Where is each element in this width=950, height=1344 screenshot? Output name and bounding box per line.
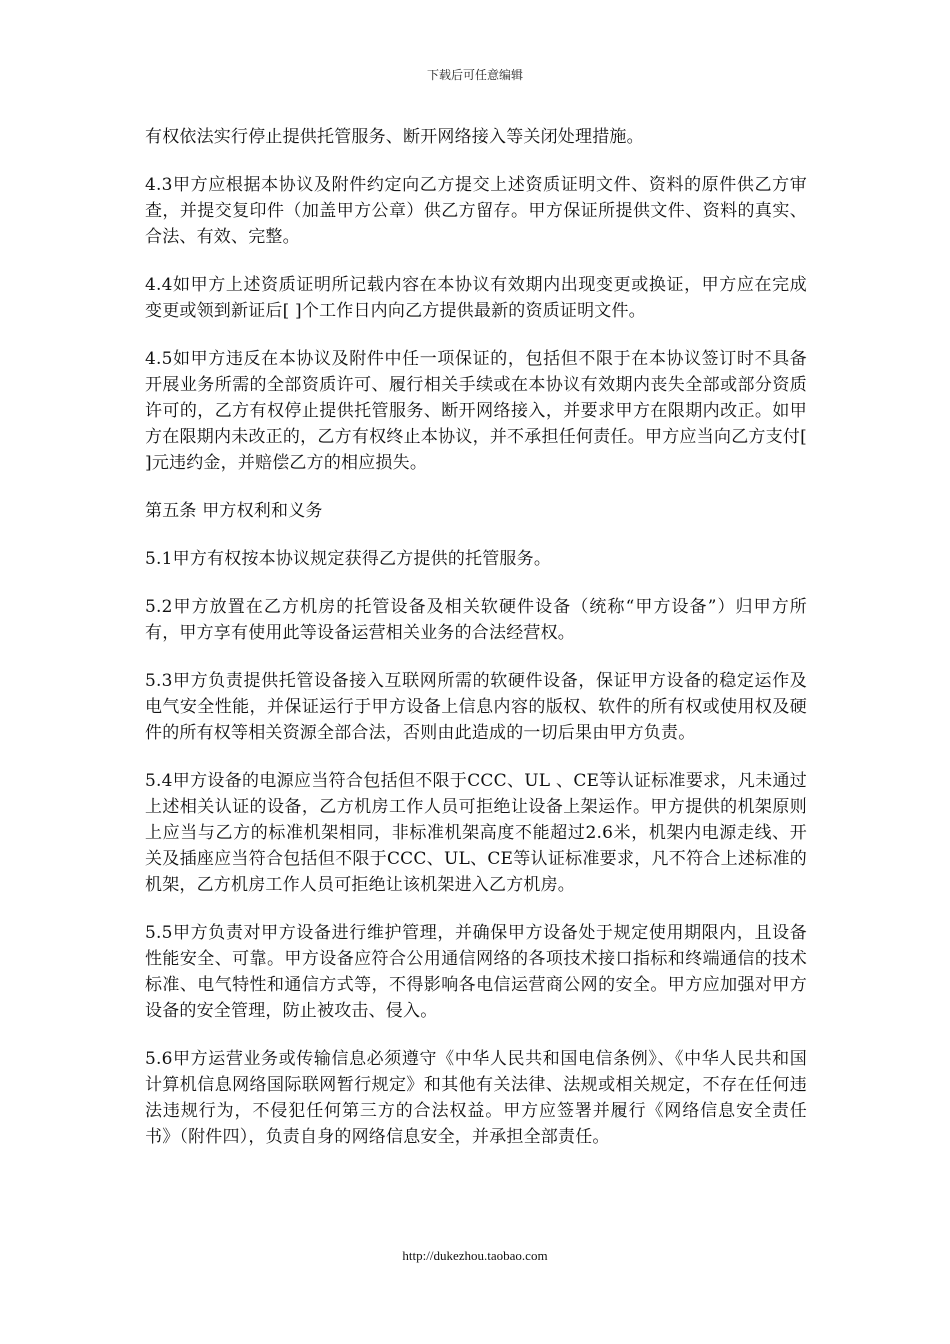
section-heading-article-5: 第五条 甲方权利和义务: [145, 501, 323, 521]
paragraph-4-5: 4.5如甲方违反在本协议及附件中任一项保证的，包括但不限于在本协议签订时不具备开展业务所需的全部资质许可、履行相关手续或在本协议有效期内丧失全部或部分资质许可的，乙方有权停止提供托管服务、断开网络接入，并要求甲方在限期内改正。如甲方在限期内未改正的，乙方有权终止本协议，并不承担任何责任。甲方应当向乙方支付[ ]元违约金，并赔偿乙方的相应损失。: [145, 349, 807, 473]
paragraph-4-3: 4.3甲方应根据本协议及附件约定向乙方提交上述资质证明文件、资料的原件供乙方审查，并提交复印件（加盖甲方公章）供乙方留存。甲方保证所提供文件、资料的真实、合法、有效、完整。: [145, 175, 807, 247]
paragraph-5-1: 5.1甲方有权按本协议规定获得乙方提供的托管服务。: [145, 549, 552, 569]
paragraph-5-2: 5.2甲方放置在乙方机房的托管设备及相关软硬件设备（统称“甲方设备”）归甲方所有，甲方享有使用此等设备运营相关业务的合法经营权。: [145, 597, 807, 643]
page-header: 下载后可任意编辑: [426, 68, 523, 82]
paragraph-continuation: 有权依法实行停止提供托管服务、断开网络接入等关闭处理措施。: [145, 127, 644, 147]
paragraph-4-4: 4.4如甲方上述资质证明所记载内容在本协议有效期内出现变更或换证，甲方应在完成变更或领到新证后[ ]个工作日内向乙方提供最新的资质证明文件。: [145, 275, 807, 321]
paragraph-5-6: 5.6甲方运营业务或传输信息必须遵守《中华人民共和国电信条例》、《中华人民共和国计算机信息网络国际联网暂行规定》和其他有关法律、法规或相关规定，不存在任何违法违规行为，不侵犯任何第三方的合法权益。甲方应签署并履行《网络信息安全责任书》（附件四），负责自身的网络信息安全，并承担全部责任。: [145, 1049, 807, 1147]
paragraph-5-4: 5.4甲方设备的电源应当符合包括但不限于CCC、UL 、CE等认证标准要求，凡未通过上述相关认证的设备，乙方机房工作人员可拒绝让设备上架运作。甲方提供的机架原则上应当与乙方的标准机架相同，非标准机架高度不能超过2.6米，机架内电源走线、开关及插座应当符合包括但不限于CCC、UL、CE等认证标准要求，凡不符合上述标准的机架，乙方机房工作人员可拒绝让该机架进入乙方机房。: [145, 771, 807, 895]
paragraph-5-3: 5.3甲方负责提供托管设备接入互联网所需的软硬件设备，保证甲方设备的稳定运作及电气安全性能，并保证运行于甲方设备上信息内容的版权、软件的所有权或使用权及硬件的所有权等相关资源全部合法，否则由此造成的一切后果由甲方负责。: [145, 671, 807, 743]
page-footer-url: http://dukezhou.taobao.com: [402, 1248, 548, 1263]
document-body: [145, 124, 807, 1172]
paragraph-5-5: 5.5甲方负责对甲方设备进行维护管理，并确保甲方设备处于规定使用期限内，且设备性能安全、可靠。甲方设备应符合公用通信网络的各项技术接口指标和终端通信的技术标准、电气特性和通信方式等，不得影响各电信运营商公网的安全。甲方应加强对甲方设备的安全管理，防止被攻击、侵入。: [145, 923, 807, 1021]
